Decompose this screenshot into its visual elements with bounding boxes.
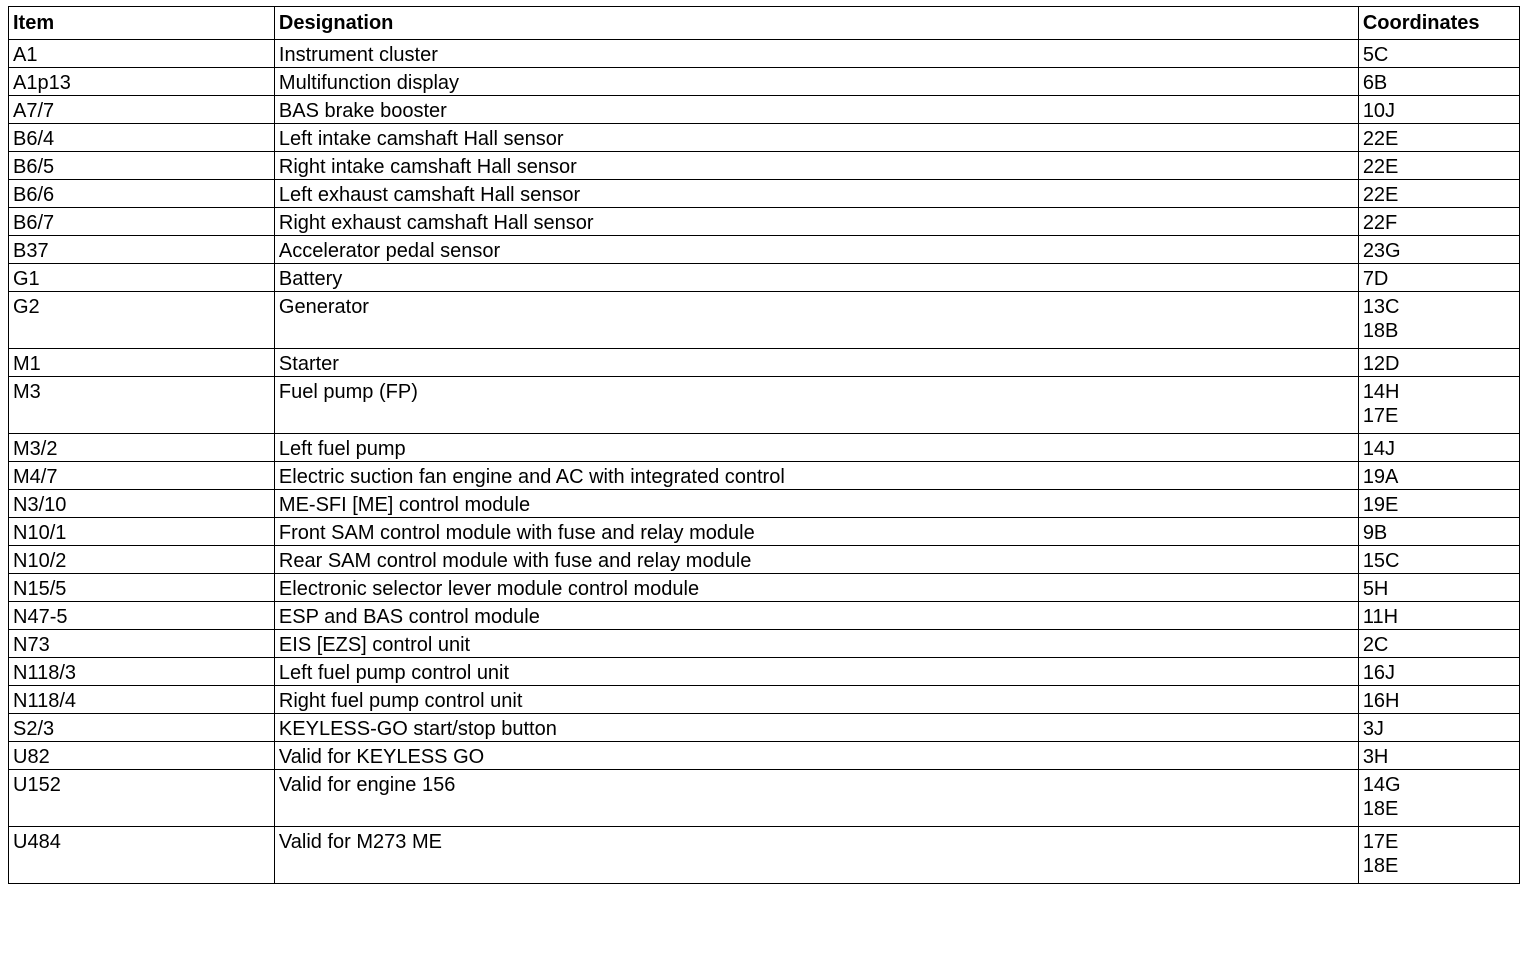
cell-coordinates: [1358, 546, 1519, 574]
cell-designation: ME-SFI [ME] control module: [274, 490, 1358, 518]
cell-designation: Rear SAM control module with fuse and relay module: [274, 546, 1358, 574]
coordinate-value: 22E: [1362, 184, 1399, 206]
table-row: [9, 686, 1520, 714]
coordinate-value: 6B: [1362, 72, 1388, 94]
coordinate-value: 14H: [1362, 381, 1400, 403]
cell-item: S2/3: [9, 714, 275, 742]
cell-designation: BAS brake booster: [274, 96, 1358, 124]
cell-designation: Electric suction fan engine and AC with integrated control: [274, 462, 1358, 490]
table-row: [9, 827, 1520, 884]
coordinate-value: 18B: [1362, 320, 1399, 342]
cell-designation: Left intake camshaft Hall sensor: [274, 124, 1358, 152]
cell-item: A1p13: [9, 68, 275, 96]
table-row: [9, 490, 1520, 518]
table-body: [9, 40, 1520, 884]
cell-coordinates: [1358, 68, 1519, 96]
coordinate-value: 14G: [1362, 774, 1401, 796]
cell-coordinates: [1358, 236, 1519, 264]
coordinate-value: 3H: [1362, 746, 1389, 768]
cell-coordinates: [1358, 462, 1519, 490]
cell-item: A1: [9, 40, 275, 68]
table-row: [9, 264, 1520, 292]
coordinate-value: 7D: [1362, 268, 1389, 290]
cell-designation: Valid for M273 ME: [274, 827, 1358, 884]
cell-coordinates: [1358, 686, 1519, 714]
header-coordinates: Coordinates: [1358, 7, 1519, 40]
table-row: [9, 208, 1520, 236]
cell-item: M1: [9, 349, 275, 377]
cell-coordinates: [1358, 574, 1519, 602]
coordinate-value: 19E: [1362, 494, 1399, 516]
cell-coordinates: [1358, 518, 1519, 546]
cell-coordinates: [1358, 180, 1519, 208]
table-row: [9, 236, 1520, 264]
table-row: [9, 574, 1520, 602]
cell-designation: Multifunction display: [274, 68, 1358, 96]
cell-item: G2: [9, 292, 275, 349]
coordinate-value: 19A: [1362, 466, 1399, 488]
cell-coordinates: [1358, 292, 1519, 349]
coordinate-value: 16H: [1362, 690, 1400, 712]
cell-item: B6/6: [9, 180, 275, 208]
cell-item: U82: [9, 742, 275, 770]
table-row: [9, 518, 1520, 546]
cell-designation: Instrument cluster: [274, 40, 1358, 68]
cell-item: U484: [9, 827, 275, 884]
cell-coordinates: [1358, 490, 1519, 518]
cell-designation: Fuel pump (FP): [274, 377, 1358, 434]
component-legend-table: [8, 6, 1520, 884]
coordinate-value: 15C: [1362, 550, 1400, 572]
cell-coordinates: [1358, 658, 1519, 686]
table-row: [9, 546, 1520, 574]
cell-coordinates: [1358, 264, 1519, 292]
cell-item: B6/4: [9, 124, 275, 152]
table-row: [9, 377, 1520, 434]
coordinate-value: 18E: [1362, 855, 1399, 877]
cell-designation: EIS [EZS] control unit: [274, 630, 1358, 658]
table-row: [9, 742, 1520, 770]
table-row: [9, 124, 1520, 152]
coordinate-value: 18E: [1362, 798, 1399, 820]
cell-designation: Left fuel pump: [274, 434, 1358, 462]
table-row: [9, 180, 1520, 208]
cell-designation: Battery: [274, 264, 1358, 292]
coordinate-value: 9B: [1362, 522, 1388, 544]
cell-item: U152: [9, 770, 275, 827]
coordinate-value: 5H: [1362, 578, 1389, 600]
coordinate-value: 13C: [1362, 296, 1400, 318]
coordinate-value: 14J: [1362, 438, 1396, 460]
table-row: [9, 96, 1520, 124]
table-row: [9, 152, 1520, 180]
cell-item: B37: [9, 236, 275, 264]
coordinate-value: 22E: [1362, 128, 1399, 150]
header-item: Item: [9, 7, 275, 40]
table-row: [9, 349, 1520, 377]
cell-coordinates: [1358, 208, 1519, 236]
cell-coordinates: [1358, 602, 1519, 630]
cell-coordinates: [1358, 349, 1519, 377]
cell-designation: Right exhaust camshaft Hall sensor: [274, 208, 1358, 236]
cell-item: N118/4: [9, 686, 275, 714]
coordinate-value: 23G: [1362, 240, 1401, 262]
cell-coordinates: [1358, 630, 1519, 658]
coordinate-value: 17E: [1362, 405, 1399, 427]
cell-item: G1: [9, 264, 275, 292]
table-row: [9, 40, 1520, 68]
table-row: [9, 602, 1520, 630]
table-row: [9, 68, 1520, 96]
cell-designation: Starter: [274, 349, 1358, 377]
cell-designation: Valid for KEYLESS GO: [274, 742, 1358, 770]
cell-coordinates: [1358, 434, 1519, 462]
cell-item: N73: [9, 630, 275, 658]
cell-designation: Valid for engine 156: [274, 770, 1358, 827]
cell-designation: Electronic selector lever module control module: [274, 574, 1358, 602]
cell-item: B6/7: [9, 208, 275, 236]
cell-designation: KEYLESS-GO start/stop button: [274, 714, 1358, 742]
cell-item: M3/2: [9, 434, 275, 462]
table-row: [9, 292, 1520, 349]
coordinate-value: 16J: [1362, 662, 1396, 684]
cell-designation: Right fuel pump control unit: [274, 686, 1358, 714]
table-row: [9, 434, 1520, 462]
cell-designation: Right intake camshaft Hall sensor: [274, 152, 1358, 180]
coordinate-value: 12D: [1362, 353, 1400, 375]
cell-item: N10/1: [9, 518, 275, 546]
cell-designation: Front SAM control module with fuse and relay module: [274, 518, 1358, 546]
cell-item: M3: [9, 377, 275, 434]
table-row: [9, 714, 1520, 742]
cell-coordinates: [1358, 377, 1519, 434]
cell-item: N10/2: [9, 546, 275, 574]
coordinate-value: 5C: [1362, 44, 1389, 66]
coordinate-value: 22F: [1362, 212, 1398, 234]
cell-coordinates: [1358, 742, 1519, 770]
coordinate-value: 10J: [1362, 100, 1396, 122]
cell-coordinates: [1358, 152, 1519, 180]
cell-coordinates: [1358, 40, 1519, 68]
table-row: [9, 462, 1520, 490]
coordinate-value: 3J: [1362, 718, 1384, 740]
cell-coordinates: [1358, 827, 1519, 884]
cell-item: N118/3: [9, 658, 275, 686]
cell-item: A7/7: [9, 96, 275, 124]
table-row: [9, 658, 1520, 686]
cell-item: N3/10: [9, 490, 275, 518]
cell-coordinates: [1358, 96, 1519, 124]
cell-coordinates: [1358, 770, 1519, 827]
coordinate-value: 17E: [1362, 831, 1399, 853]
table-row: [9, 770, 1520, 827]
table-row: [9, 630, 1520, 658]
header-designation: Designation: [274, 7, 1358, 40]
cell-item: M4/7: [9, 462, 275, 490]
cell-item: B6/5: [9, 152, 275, 180]
cell-designation: Generator: [274, 292, 1358, 349]
cell-coordinates: [1358, 124, 1519, 152]
cell-item: N15/5: [9, 574, 275, 602]
cell-designation: ESP and BAS control module: [274, 602, 1358, 630]
table-header-row: [9, 7, 1520, 40]
coordinate-value: 11H: [1362, 606, 1399, 628]
coordinate-value: 22E: [1362, 156, 1399, 178]
cell-designation: Left exhaust camshaft Hall sensor: [274, 180, 1358, 208]
cell-coordinates: [1358, 714, 1519, 742]
coordinate-value: 2C: [1362, 634, 1389, 656]
cell-designation: Accelerator pedal sensor: [274, 236, 1358, 264]
cell-designation: Left fuel pump control unit: [274, 658, 1358, 686]
cell-item: N47-5: [9, 602, 275, 630]
